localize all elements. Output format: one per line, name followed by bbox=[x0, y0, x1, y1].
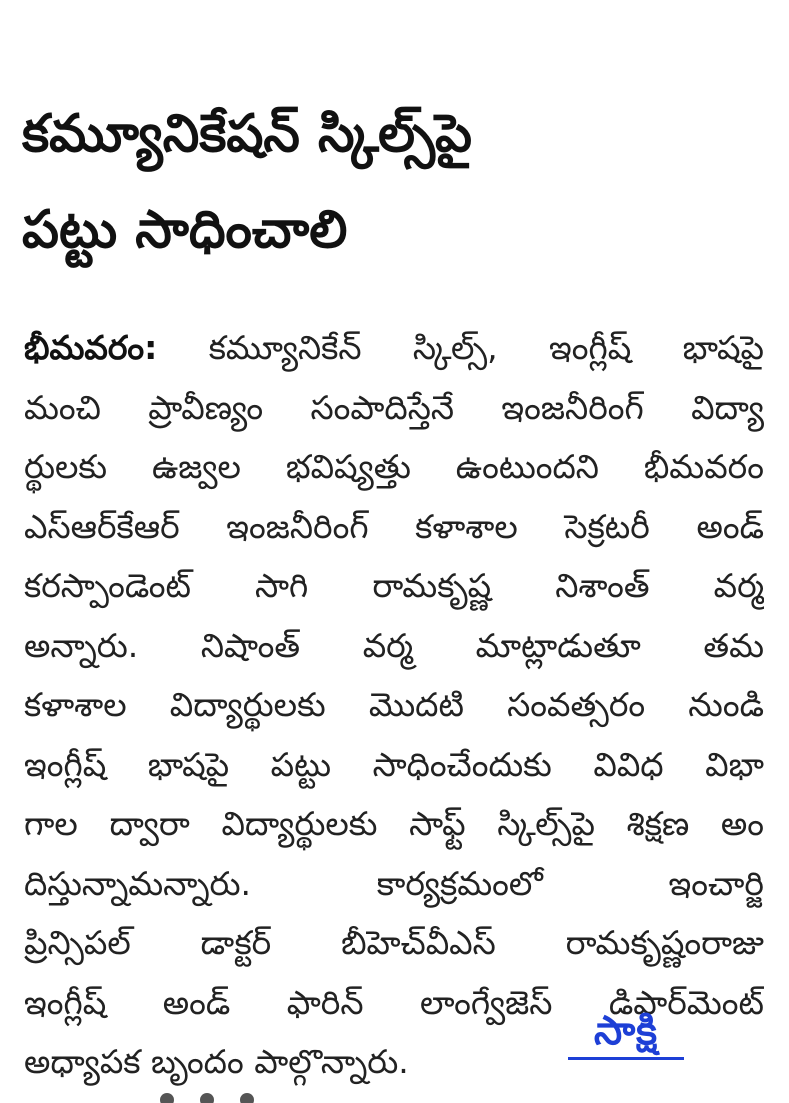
body-line-9: గాల ద్వారా విద్యార్థులకు సాఫ్ట్ స్కిల్స్‌పై శిక్షణ అం bbox=[24, 804, 764, 843]
body-line-7: కళాశాల విద్యార్థులకు మొదటి సంవత్సరం నుండి bbox=[24, 685, 764, 724]
cropped-glyph bbox=[160, 1093, 174, 1103]
cropped-glyph bbox=[240, 1093, 254, 1103]
body-line-3: ర్థులకు ఉజ్వల భవిష్యత్తు ఉంటుందని భీమవరం bbox=[24, 447, 764, 486]
body-line-6: అన్నారు. నిషాంత్ వర్మ మాట్లాడుతూ తమ bbox=[24, 625, 764, 665]
cropped-next-line bbox=[160, 1092, 360, 1103]
headline-line-2: పట్టు సాధించాలి bbox=[22, 200, 348, 260]
sakshi-logo-text: సాక్షి bbox=[593, 1008, 659, 1054]
sakshi-logo bbox=[566, 1006, 686, 1064]
dateline: భీమవరం: bbox=[24, 328, 158, 367]
body-line-2: మంచి ప్రావీణ్యం సంపాదిస్తేనే ఇంజనీరింగ్ విద్యా bbox=[24, 387, 764, 427]
headline bbox=[22, 86, 762, 278]
body-line-13: అధ్యాపక బృందం పాల్గొన్నారు. bbox=[24, 1042, 409, 1081]
headline-line-1: కమ్యూనికేషన్ స్కిల్స్‌పై bbox=[22, 104, 473, 164]
body-line-4: ఎస్‌ఆర్‌కేఆర్ ఇంజనీరింగ్ కళాశాల సెక్రటరీ అండ్ bbox=[24, 506, 764, 546]
body-line-1-text: కమ్యూనికేన్ స్కిల్స్, ఇంగ్లీష్ భాషపై bbox=[208, 328, 764, 367]
body-line-1 bbox=[24, 318, 764, 378]
article-body bbox=[24, 318, 764, 1092]
body-line-8: ఇంగ్లీష్ భాషపై పట్టు సాధించేందుకు వివిధ విభా bbox=[24, 744, 764, 784]
body-line-12: ఇంగ్లీష్ అండ్ ఫారిన్ లాంగ్వేజెస్ డిపార్‌మెంట్ bbox=[24, 982, 764, 1022]
body-line-10: దిస్తున్నామన్నారు. కార్యక్రమంలో ఇంచార్జి bbox=[24, 863, 764, 903]
sakshi-logo-underline bbox=[568, 1057, 684, 1060]
body-line-11: ప్రిన్సిపల్ డాక్టర్ బీహెచ్‌వీఎస్ రామకృష్ణంరాజు bbox=[24, 923, 764, 962]
cropped-glyph bbox=[200, 1093, 214, 1103]
body-line-5: కరస్పాండెంట్ సాగి రామకృష్ణ నిశాంత్ వర్మ bbox=[24, 566, 764, 605]
